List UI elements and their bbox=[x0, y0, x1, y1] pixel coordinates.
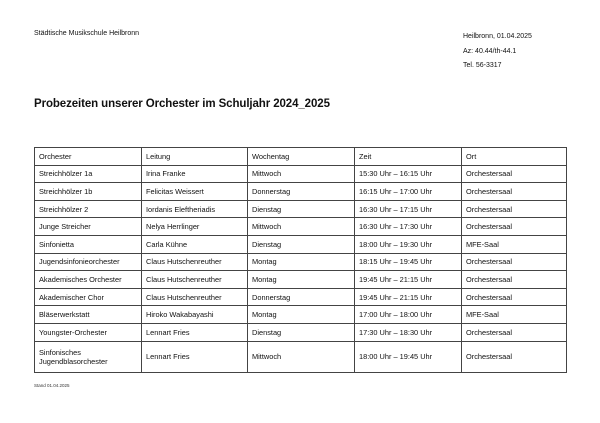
rehearsal-table bbox=[34, 147, 567, 373]
cell-location: Orchestersaal bbox=[462, 183, 567, 201]
letter-meta bbox=[463, 30, 532, 74]
cell-conductor: Claus Hutschenreuther bbox=[142, 288, 248, 306]
cell-time: 19:45 Uhr – 21:15 Uhr bbox=[355, 271, 462, 289]
cell-time: 16:30 Uhr – 17:15 Uhr bbox=[355, 200, 462, 218]
cell-weekday: Mittwoch bbox=[248, 218, 355, 236]
cell-orchestra: Sinfonietta bbox=[35, 235, 142, 253]
column-header-location: Ort bbox=[462, 148, 567, 166]
cell-location: MFE-Saal bbox=[462, 235, 567, 253]
table-row bbox=[35, 235, 567, 253]
cell-location: Orchestersaal bbox=[462, 288, 567, 306]
cell-orchestra: Akademisches Orchester bbox=[35, 271, 142, 289]
page-title: Probezeiten unserer Orchester im Schuljahr 2024_2025 bbox=[34, 98, 330, 110]
footer-date: Stand 01.04.2025 bbox=[34, 383, 70, 388]
place-date: Heilbronn, 01.04.2025 bbox=[463, 33, 532, 40]
table-row bbox=[35, 323, 567, 341]
column-header-conductor: Leitung bbox=[142, 148, 248, 166]
table-row bbox=[35, 253, 567, 271]
table-row bbox=[35, 271, 567, 289]
cell-conductor: Claus Hutschenreuther bbox=[142, 253, 248, 271]
cell-weekday: Mittwoch bbox=[248, 165, 355, 183]
cell-weekday: Dienstag bbox=[248, 323, 355, 341]
table-row bbox=[35, 306, 567, 324]
cell-location: Orchestersaal bbox=[462, 218, 567, 236]
table-row bbox=[35, 288, 567, 306]
cell-orchestra: Junge Streicher bbox=[35, 218, 142, 236]
cell-weekday: Donnerstag bbox=[248, 288, 355, 306]
phone-number: Tel. 56-3317 bbox=[463, 62, 502, 69]
cell-weekday: Mittwoch bbox=[248, 341, 355, 372]
cell-weekday: Dienstag bbox=[248, 200, 355, 218]
cell-weekday: Montag bbox=[248, 253, 355, 271]
cell-weekday: Montag bbox=[248, 271, 355, 289]
cell-location: Orchestersaal bbox=[462, 200, 567, 218]
cell-conductor: Felicitas Weissert bbox=[142, 183, 248, 201]
cell-time: 17:00 Uhr – 18:00 Uhr bbox=[355, 306, 462, 324]
reference-number: Az: 40.44/th-44.1 bbox=[463, 47, 517, 55]
cell-conductor: Lennart Fries bbox=[142, 341, 248, 372]
cell-conductor: Claus Hutschenreuther bbox=[142, 271, 248, 289]
cell-conductor: Nelya Herrlinger bbox=[142, 218, 248, 236]
cell-location: Orchestersaal bbox=[462, 271, 567, 289]
cell-conductor: Carla Kühne bbox=[142, 235, 248, 253]
table-header-row bbox=[35, 148, 567, 166]
cell-time: 16:30 Uhr – 17:30 Uhr bbox=[355, 218, 462, 236]
cell-orchestra: Streichhölzer 2 bbox=[35, 200, 142, 218]
cell-conductor: Iordanis Eleftheriadis bbox=[142, 200, 248, 218]
cell-time: 18:15 Uhr – 19:45 Uhr bbox=[355, 253, 462, 271]
cell-time: 19:45 Uhr – 21:15 Uhr bbox=[355, 288, 462, 306]
sender-name: Städtische Musikschule Heilbronn bbox=[34, 30, 140, 37]
cell-conductor: Hiroko Wakabayashi bbox=[142, 306, 248, 324]
cell-conductor: Lennart Fries bbox=[142, 323, 248, 341]
cell-time: 18:00 Uhr – 19:30 Uhr bbox=[355, 235, 462, 253]
cell-orchestra: Akademischer Chor bbox=[35, 288, 142, 306]
cell-weekday: Montag bbox=[248, 306, 355, 324]
table-row bbox=[35, 183, 567, 201]
table-row bbox=[35, 341, 567, 372]
table-row bbox=[35, 218, 567, 236]
cell-orchestra: Sinfonisches Jugendblasorchester bbox=[35, 341, 142, 372]
cell-orchestra: Bläserwerkstatt bbox=[35, 306, 142, 324]
cell-orchestra: Streichhölzer 1b bbox=[35, 183, 142, 201]
cell-orchestra: Youngster-Orchester bbox=[35, 323, 142, 341]
column-header-time: Zeit bbox=[355, 148, 462, 166]
table-row bbox=[35, 200, 567, 218]
cell-time: 17:30 Uhr – 18:30 Uhr bbox=[355, 323, 462, 341]
cell-location: Orchestersaal bbox=[462, 253, 567, 271]
cell-location: Orchestersaal bbox=[462, 323, 567, 341]
cell-location: MFE-Saal bbox=[462, 306, 567, 324]
cell-orchestra: Jugendsinfonieorchester bbox=[35, 253, 142, 271]
cell-weekday: Donnerstag bbox=[248, 183, 355, 201]
cell-time: 15:30 Uhr – 16:15 Uhr bbox=[355, 165, 462, 183]
cell-orchestra: Streichhölzer 1a bbox=[35, 165, 142, 183]
cell-weekday: Dienstag bbox=[248, 235, 355, 253]
table-row bbox=[35, 165, 567, 183]
cell-time: 18:00 Uhr – 19:45 Uhr bbox=[355, 341, 462, 372]
cell-time: 16:15 Uhr – 17:00 Uhr bbox=[355, 183, 462, 201]
cell-location: Orchestersaal bbox=[462, 165, 567, 183]
cell-location: Orchestersaal bbox=[462, 341, 567, 372]
column-header-orchestra: Orchester bbox=[35, 148, 142, 166]
cell-conductor: Irina Franke bbox=[142, 165, 248, 183]
column-header-weekday: Wochentag bbox=[248, 148, 355, 166]
